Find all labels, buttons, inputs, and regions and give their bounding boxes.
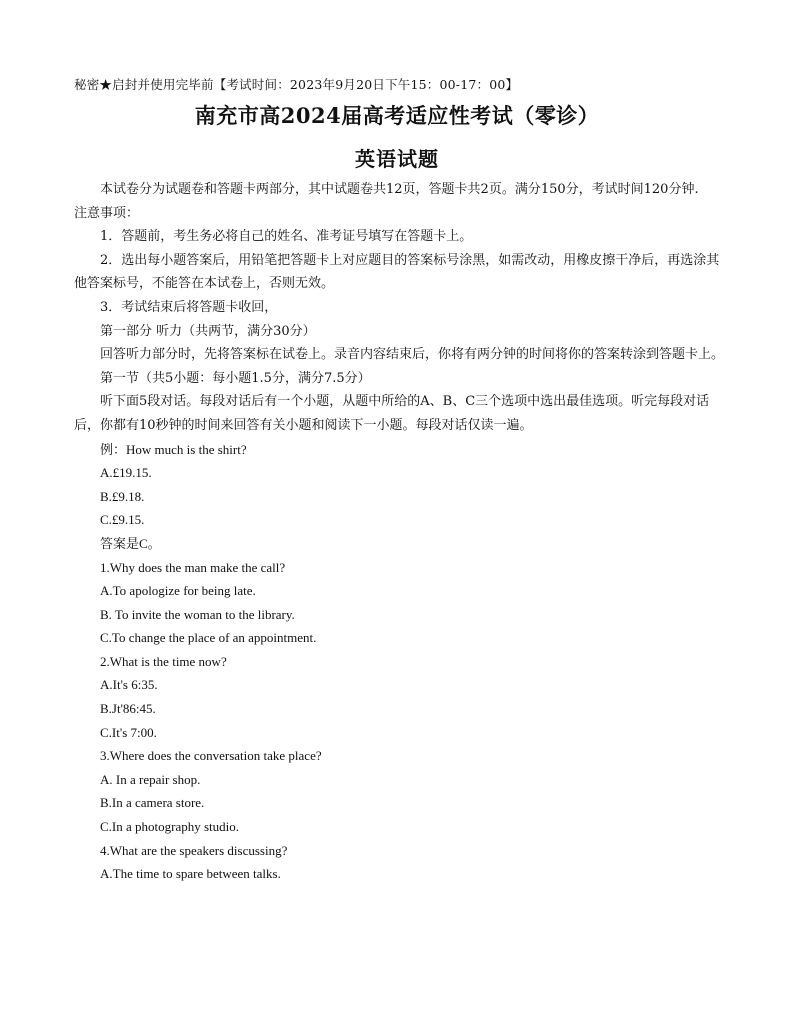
exam-subtitle: 英语试题: [355, 147, 439, 171]
section1-instructions: 听下面5段对话。每段对话后有一个小题，从题中所给的A、B、C三个选项中选出最佳选项。听完每段对话后，你都有10秒钟的时间来回答有关小题和阅读下一小题。每段对话仅读一遍。: [74, 394, 710, 433]
notice-item-1: 1．答题前，考生务必将自己的姓名、准考证号填写在答题卡上。: [100, 229, 473, 245]
exam-body: [74, 178, 724, 886]
exam-title: 南充市高2024届高考适应性考试（零诊）: [194, 103, 600, 128]
question-1-stem: 1.Why does the man make the call?: [100, 559, 286, 575]
part1-heading: 第一部分 听力（共两节，满分30分）: [100, 323, 316, 339]
part1-instructions: 回答听力部分时，先将答案标在试卷上。录音内容结束后，你将有两分钟的时间将你的答案转涂到答题卡上。: [100, 347, 725, 363]
question-2-option-c: C.It's 7:00.: [100, 724, 157, 740]
question-1-option-c: C.To change the place of an appointment.: [100, 630, 317, 646]
question-2-stem: 2.What is the time now?: [100, 653, 227, 669]
question-1-option-a: A.To apologize for being late.: [100, 583, 256, 599]
intro-paragraph: 本试卷分为试题卷和答题卡两部分，其中试题卷共12页，答题卡共2页。满分150分，考试时间120分钟.: [100, 182, 699, 197]
question-4-option-a: A.The time to spare between talks.: [100, 866, 281, 882]
confidential-header: 秘密★启封并使用完毕前【考试时间：2023年9月20日下午15：00-17：00】: [74, 77, 519, 92]
example-answer: 答案是C。: [100, 535, 161, 551]
question-3-option-b: B.In a camera store.: [100, 795, 205, 811]
notice-item-2: 2．选出每小题答案后，用铅笔把答题卡上对应题目的答案标号涂黑，如需改动，用橡皮擦干净后，再选涂其他答案标号，不能答在本试卷上，否则无效。: [74, 252, 720, 292]
question-3-option-a: A. In a repair shop.: [100, 771, 201, 787]
section1-heading: 第一节（共5小题：每小题1.5分，满分7.5分）: [100, 370, 371, 386]
question-4-stem: 4.What are the speakers discussing?: [100, 842, 288, 858]
example-option-a: A.£19.15.: [100, 465, 152, 481]
question-2-option-b: B.Jt'86:45.: [100, 701, 156, 717]
question-1-option-b: B. To invite the woman to the library.: [100, 606, 295, 622]
example-question: 例：How much is the shirt?: [100, 441, 247, 457]
question-3-option-c: C.In a photography studio.: [100, 819, 240, 835]
question-3-stem: 3.Where does the conversation take place?: [100, 748, 322, 764]
example-option-c: C.£9.15.: [100, 512, 145, 528]
notice-item-3: 3．考试结束后将答题卡收回，: [100, 299, 278, 315]
example-option-b: B.£9.18.: [100, 488, 145, 504]
question-2-option-a: A.It's 6:35.: [100, 677, 158, 693]
notice-heading: 注意事项：: [74, 205, 140, 221]
